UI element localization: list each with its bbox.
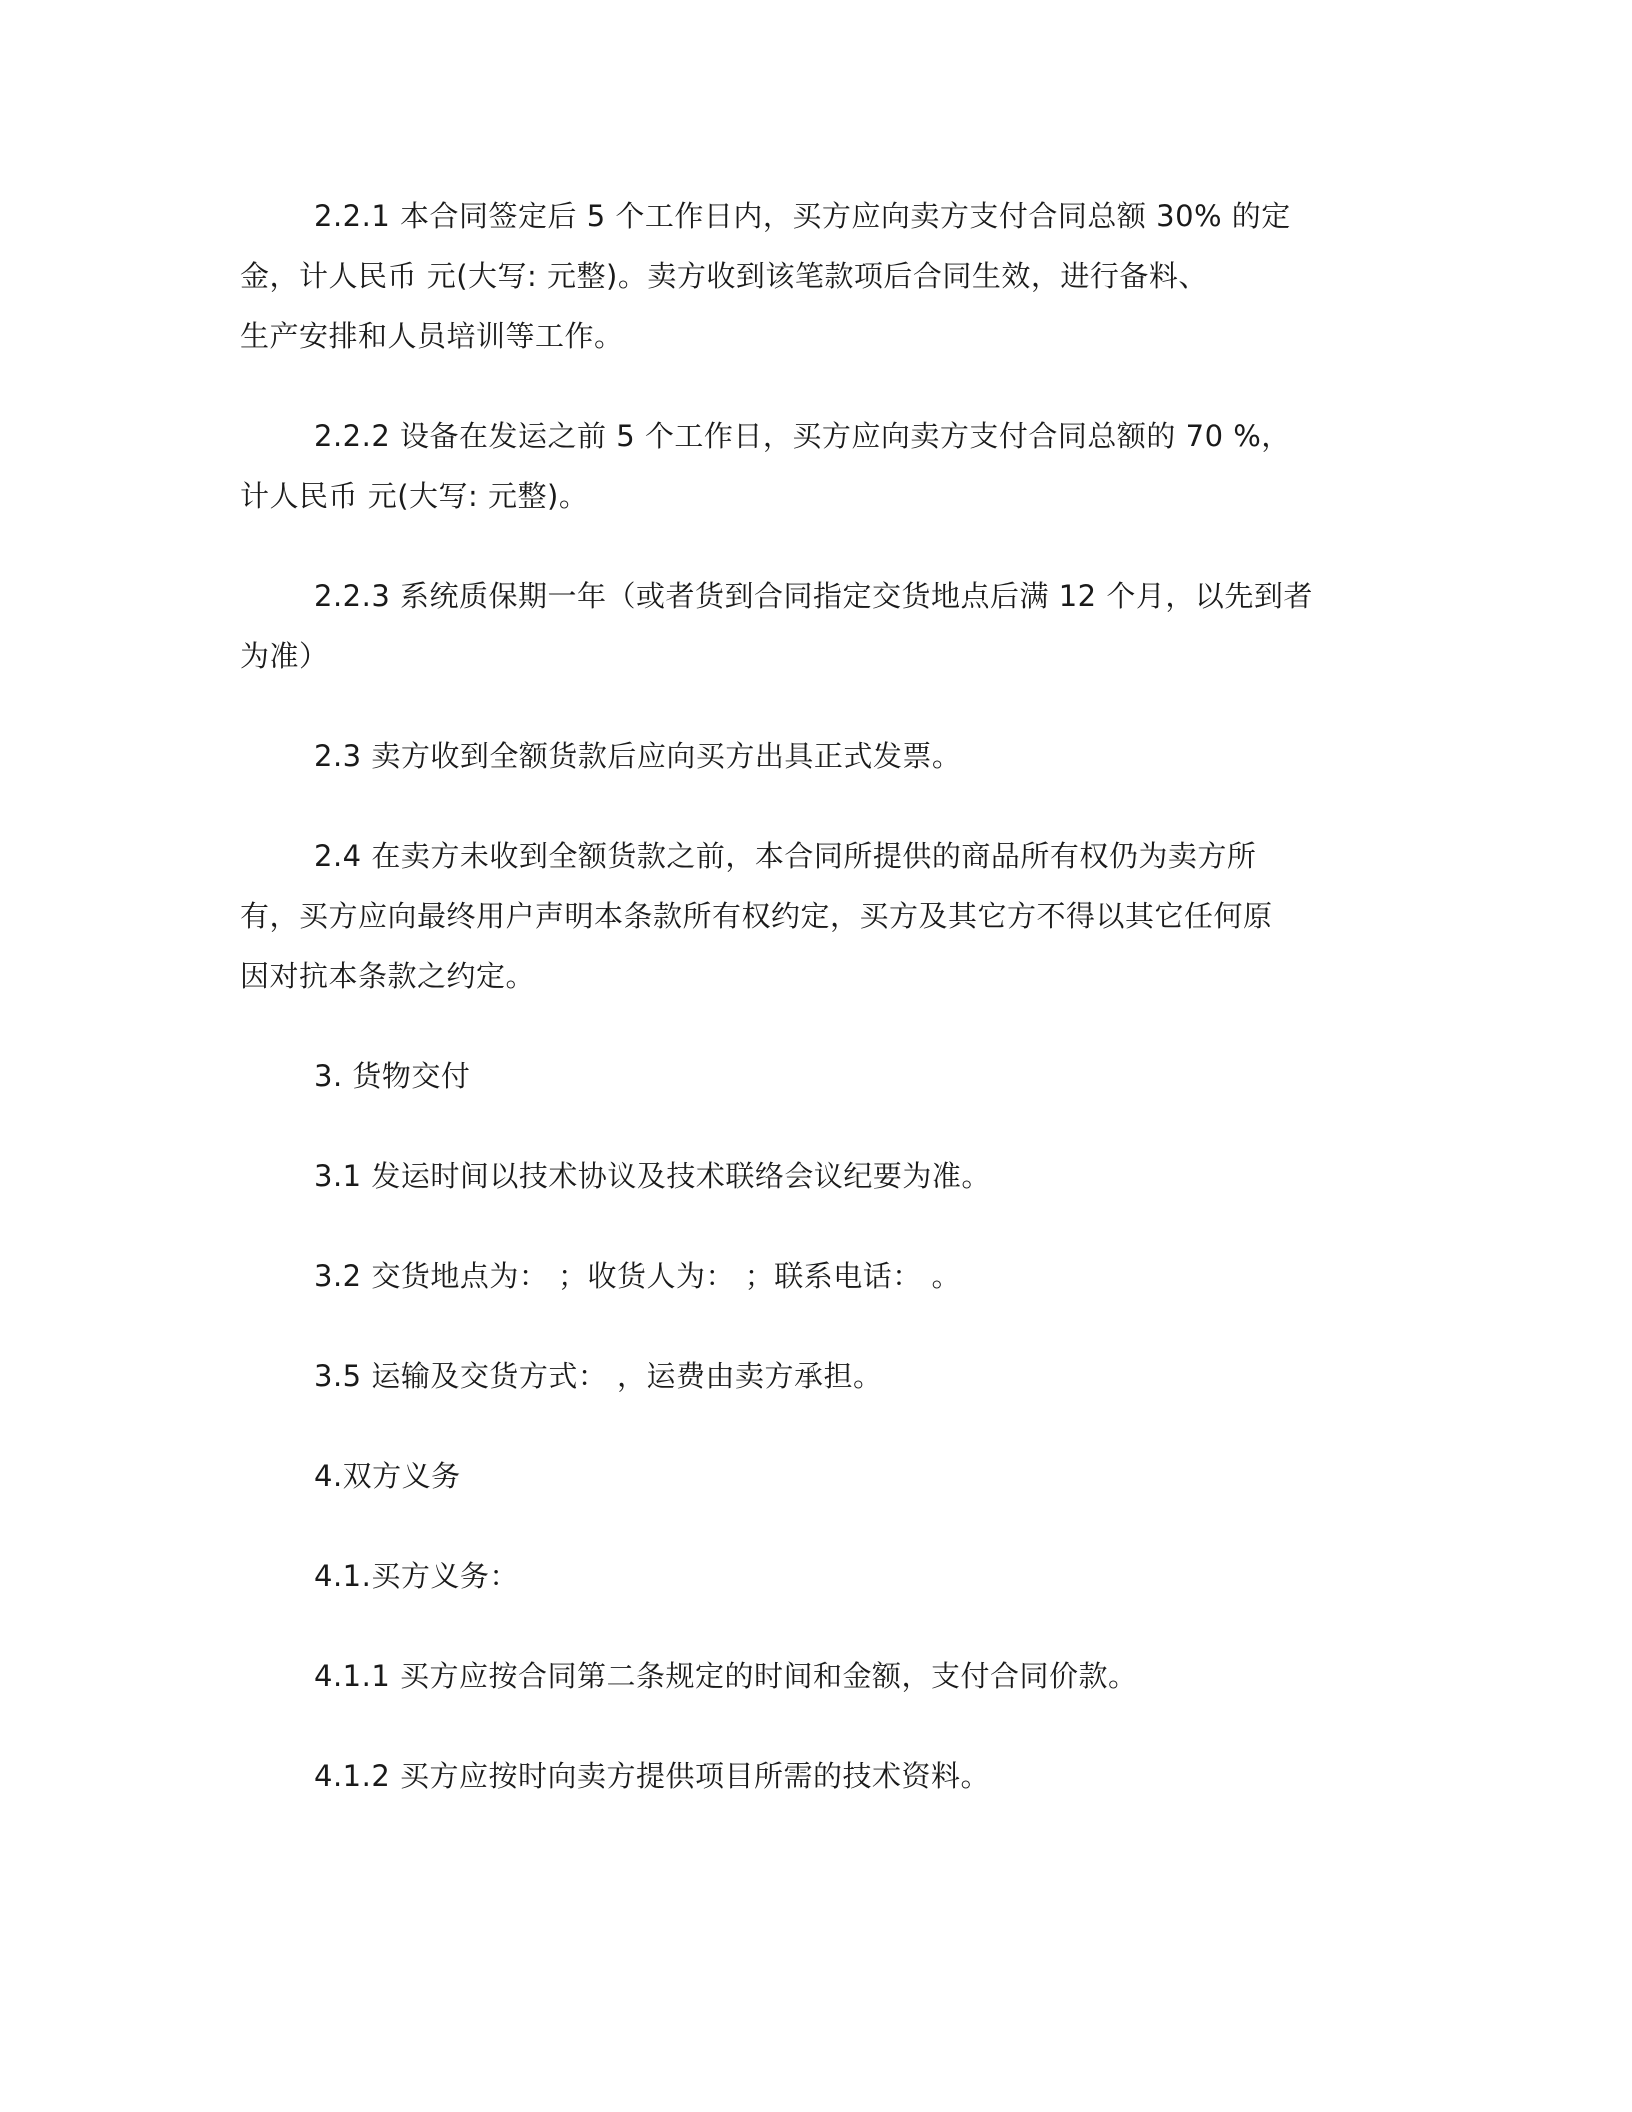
text-line: 生产安排和人员培训等工作。 bbox=[240, 319, 624, 353]
clause-4-1-1 bbox=[240, 1646, 1380, 1706]
text-line: 2.2.3 系统质保期一年（或者货到合同指定交货地点后满 12 个月，以先到者 bbox=[314, 579, 1313, 613]
text-line: 4.双方义务 bbox=[314, 1459, 461, 1493]
text-line: 3. 货物交付 bbox=[314, 1059, 471, 1093]
clause-3-2 bbox=[240, 1246, 1380, 1306]
clause-3-5 bbox=[240, 1346, 1380, 1406]
text-line: 3.5 运输及交货方式： ，运费由卖方承担。 bbox=[314, 1359, 883, 1393]
clause-2-3 bbox=[240, 726, 1380, 786]
text-line: 4.1.2 买方应按时向卖方提供项目所需的技术资料。 bbox=[314, 1759, 991, 1793]
text-line: 4.1.买方义务： bbox=[314, 1559, 519, 1593]
text-line: 计人民币 元(大写: 元整)。 bbox=[240, 479, 589, 513]
text-line: 4.1.1 买方应按合同第二条规定的时间和金额，支付合同价款。 bbox=[314, 1659, 1138, 1693]
text-line: 2.4 在卖方未收到全额货款之前，本合同所提供的商品所有权仍为卖方所 bbox=[314, 839, 1257, 873]
clause-2-2-1 bbox=[240, 186, 1380, 366]
text-line: 2.2.1 本合同签定后 5 个工作日内，买方应向卖方支付合同总额 30% 的定 bbox=[314, 199, 1291, 233]
clause-4-1-2 bbox=[240, 1746, 1380, 1806]
section-3-heading bbox=[240, 1046, 1380, 1106]
clause-4-1 bbox=[240, 1546, 1380, 1606]
text-line: 因对抗本条款之约定。 bbox=[240, 959, 536, 993]
text-line: 有，买方应向最终用户声明本条款所有权约定，买方及其它方不得以其它任何原 bbox=[240, 899, 1273, 933]
text-line: 为准） bbox=[240, 639, 329, 673]
text-line: 2.3 卖方收到全额货款后应向买方出具正式发票。 bbox=[314, 739, 962, 773]
text-line: 3.1 发运时间以技术协议及技术联络会议纪要为准。 bbox=[314, 1159, 991, 1193]
text-line: 金，计人民币 元(大写: 元整)。卖方收到该笔款项后合同生效，进行备料、 bbox=[240, 259, 1208, 293]
clause-2-2-2 bbox=[240, 406, 1380, 526]
text-line: 3.2 交货地点为： ；收货人为： ；联系电话： 。 bbox=[314, 1259, 961, 1293]
section-4-heading bbox=[240, 1446, 1380, 1506]
clause-2-2-3 bbox=[240, 566, 1380, 686]
text-line: 2.2.2 设备在发运之前 5 个工作日，买方应向卖方支付合同总额的 70 %， bbox=[314, 419, 1291, 453]
clause-3-1 bbox=[240, 1146, 1380, 1206]
clause-2-4 bbox=[240, 826, 1380, 1006]
